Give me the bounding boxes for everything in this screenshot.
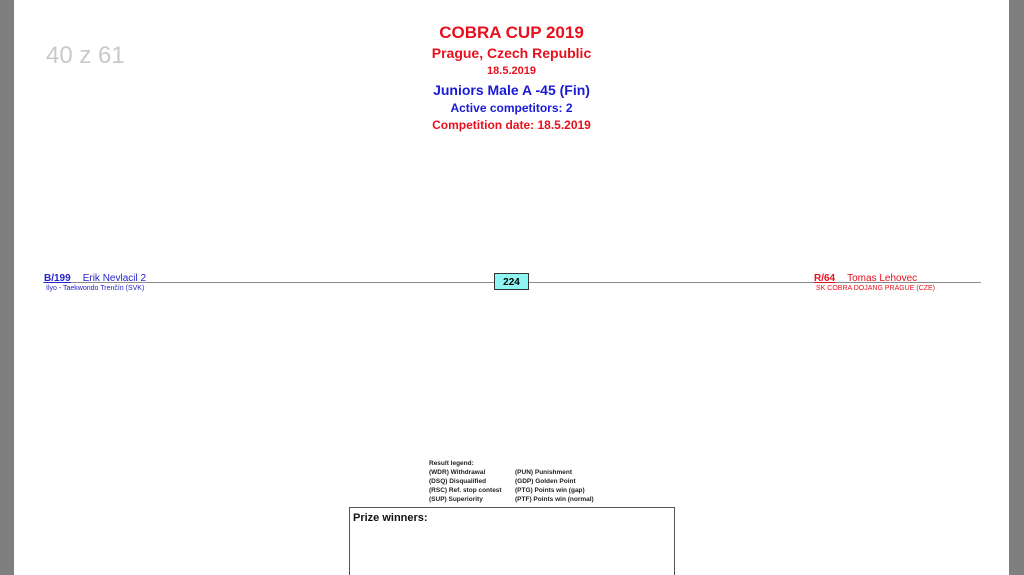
legend-item: (PUN) Punishment [515, 469, 573, 476]
prize-winners-title: Prize winners: [353, 512, 428, 524]
competitor-red-number: R/64 [814, 273, 836, 284]
prize-winners-box [349, 507, 675, 575]
legend-item: (DSQ) Disqualified [429, 478, 487, 485]
legend-row [429, 495, 594, 504]
tournament-location: Prague, Czech Republic [431, 45, 592, 61]
tournament-date: 18.5.2019 [487, 65, 536, 77]
competitor-red-name: Tomas Lehovec [847, 273, 918, 284]
document-page [14, 0, 1009, 575]
legend-row [429, 486, 594, 495]
competition-date: Competition date: 18.5.2019 [432, 118, 591, 132]
document-header [14, 24, 1009, 131]
competitor-blue-club: Ilyo - Taekwondo Trenčín (SVK) [46, 285, 145, 292]
competitor-blue-name: Erik Nevlacil 2 [82, 273, 147, 284]
page-counter: 40 z 61 [46, 42, 125, 69]
competitor-blue [44, 273, 146, 293]
legend-row [429, 477, 594, 486]
legend-item: (SUP) Superiority [429, 496, 483, 503]
competitor-red-club: SK COBRA DOJANG PRAGUE (CZE) [816, 285, 936, 292]
result-legend [429, 460, 594, 504]
competitor-red [814, 273, 935, 293]
legend-item: (WDR) Withdrawal [429, 469, 486, 476]
legend-item: (RSC) Ref. stop contest [429, 487, 502, 494]
active-competitors: Active competitors: 2 [450, 101, 573, 115]
tournament-title: COBRA CUP 2019 [439, 23, 584, 42]
legend-title: Result legend: [429, 460, 474, 467]
legend-item: (PTF) Points win (normal) [515, 496, 594, 503]
legend-item: (PTG) Points win (gap) [515, 487, 585, 494]
category-title: Juniors Male A -45 (Fin) [433, 82, 590, 98]
legend-item: (GDP) Golden Point [515, 478, 576, 485]
legend-row [429, 468, 594, 477]
competitor-blue-number: B/199 [44, 273, 71, 284]
match-number-box: 224 [494, 273, 529, 290]
